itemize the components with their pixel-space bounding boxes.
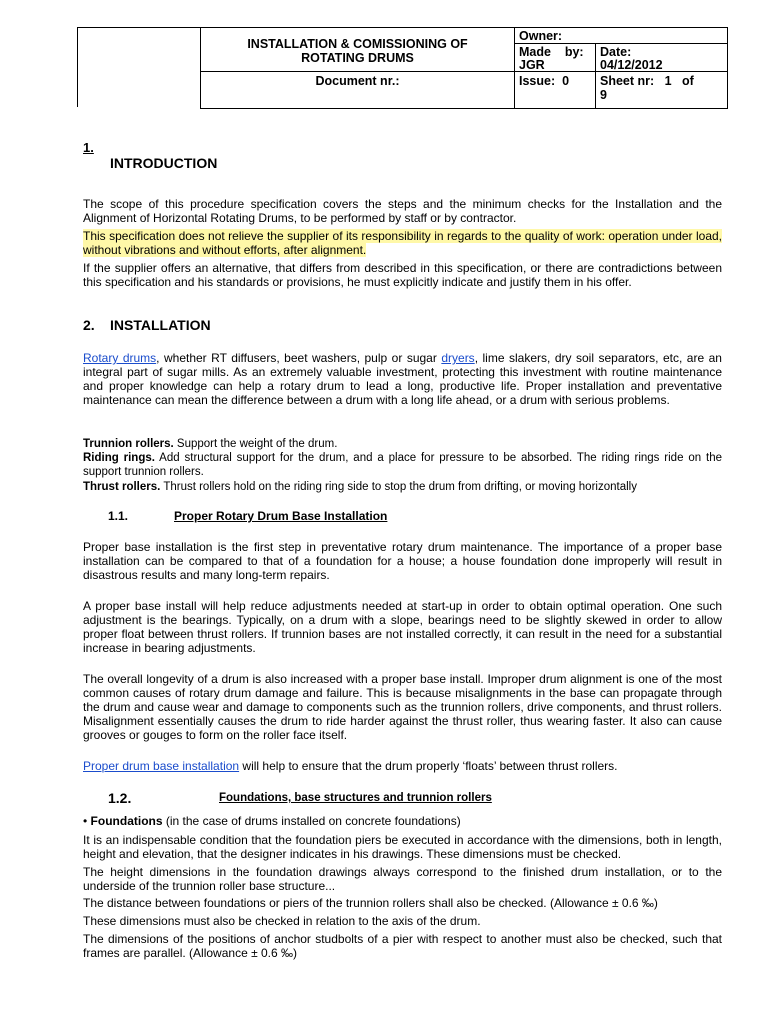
date-label: Date: xyxy=(600,45,632,59)
document-title xyxy=(201,37,514,65)
table-row-divider-owner xyxy=(514,43,728,44)
table-border-top xyxy=(77,27,728,28)
rotary-drums-link[interactable]: Rotary drums xyxy=(83,351,157,365)
installation-text-b: , lime slakers, dry soil separators, etc, are an integral part of sugar mills. As an extremely valuable investment, protecting this investment with routine maintenance and proper knowledge can help a rotary drum to lead a long, productive life. Proper installation and preventative maintenance can mean the difference between a drum with a long life ahead, or a drum with serious problems. xyxy=(83,351,722,407)
issue-label: Issue: 0 xyxy=(519,74,570,88)
section2-number: 2. xyxy=(83,317,95,333)
base-paragraph-3: The overall longevity of a drum is also increased with a proper base install. Improper drum alignment is one of the most common causes of rotary drum damage and failure. This is because misalignments in the base can propagate through the drum and cause wear and damage to components such as the trunnion rollers, drive components, and thrust rollers. Misalignment essentially causes the drum to ride harder against the thrust roller, thus wearing faster. It also can cause grooves or gouges to form on the roller face itself. xyxy=(83,672,722,742)
intro-paragraph-3: If the supplier offers an alternative, that differs from described in this specification, or there are contradictions between this specification and his standards or provisions, he must explicitly indicate and justify them in his offer. xyxy=(83,261,722,289)
riding-rings-label: Riding rings. xyxy=(83,452,155,464)
thrust-rollers-text: Thrust rollers hold on the riding ring side to stop the drum from drifting, or moving horizontally xyxy=(160,481,637,493)
trunnion-rollers-text: Support the weight of the drum. xyxy=(173,438,338,450)
document-nr-label: Document nr.: xyxy=(315,74,400,88)
bullet-icon: • xyxy=(83,814,91,828)
base-paragraph-4-text: will help to ensure that the drum properly ‘floats’ between thrust rollers. xyxy=(239,759,618,773)
sheet-label: Sheet nr: 1 of xyxy=(600,74,694,88)
section2-1-title: Proper Rotary Drum Base Installation xyxy=(174,509,388,523)
foundations-label: Foundations xyxy=(90,814,163,828)
document-title-line2: ROTATING DRUMS xyxy=(301,51,414,65)
section1-number: 1. xyxy=(83,140,94,155)
document-header-table xyxy=(77,27,728,109)
dryers-link[interactable]: dryers xyxy=(441,351,475,365)
thrust-rollers-item xyxy=(83,481,722,495)
table-col-divider-right xyxy=(595,43,596,109)
trunnion-rollers-label: Trunnion rollers. xyxy=(83,438,174,450)
thrust-rollers-label: Thrust rollers. xyxy=(83,481,161,493)
section2-title: INSTALLATION xyxy=(110,317,211,333)
section2-1-number: 1.1. xyxy=(108,509,129,523)
sheet-total: 9 xyxy=(600,88,607,102)
table-border-left xyxy=(77,27,78,107)
installation-paragraph xyxy=(83,351,722,407)
foundations-text: (in the case of drums installed on concrete foundations) xyxy=(162,814,461,828)
foundations-paragraph-5: The dimensions of the positions of anchor studbolts of a pier with respect to another must also be checked, such that frames are parallel. (Allowance ± 0.6 ‰) xyxy=(83,932,722,960)
base-paragraph-1: Proper base installation is the first step in preventative rotary drum maintenance. The importance of a proper base installation can be compared to that of a foundation for a house; a house foundation done improperly will result in disastrous results and many long-term repairs. xyxy=(83,540,722,582)
made-by-value: JGR xyxy=(519,58,545,72)
intro-paragraph-2 xyxy=(83,229,722,257)
date-value: 04/12/2012 xyxy=(600,58,663,72)
highlighted-text: This specification does not relieve the supplier of its responsibility in regards to the quality of work: operation under load, without vibrations and without efforts, after alignment. xyxy=(83,229,722,257)
table-border-right xyxy=(727,27,728,109)
riding-rings-text: Add structural support for the drum, and a place for pressure to be absorbed. The riding rings ride on the support trunnion rollers. xyxy=(83,452,722,478)
foundations-paragraph-4: These dimensions must also be checked in relation to the axis of the drum. xyxy=(83,914,481,928)
section2-2-number: 1.2. xyxy=(108,790,132,806)
section1-title: INTRODUCTION xyxy=(110,155,218,171)
riding-rings-item xyxy=(83,452,722,479)
base-paragraph-4 xyxy=(83,759,722,773)
made-by-label: Made by: xyxy=(519,45,584,59)
section2-2-title: Foundations, base structures and trunnion rollers xyxy=(219,792,492,804)
intro-paragraph-1: The scope of this procedure specification covers the steps and the minimum checks for the Installation and the Alignment of Horizontal Rotating Drums, to be performed by staff or by contractor. xyxy=(83,197,722,225)
proper-drum-base-link[interactable]: Proper drum base installation xyxy=(83,759,240,773)
base-paragraph-2: A proper base install will help reduce adjustments needed at start-up in order to obtain optimal operation. One such adjustment is the bearings. Typically, on a drum with a slope, bearings need to be slightly skewed in order to allow proper float between thrust rollers. If trunnion bases are not installed correctly, it can result in the need for a substantial increase in bearing adjustments. xyxy=(83,599,722,655)
trunnion-rollers-item xyxy=(83,438,722,452)
foundations-paragraph-1: It is an indispensable condition that the foundation piers be executed in accordance with the dimensions, both in length, height and elevation, that the designer indicates in his drawings. These dimensions must be checked. xyxy=(83,833,722,861)
table-border-bottom xyxy=(200,108,728,109)
table-divider-2 xyxy=(514,27,515,109)
table-row-divider-left xyxy=(200,71,514,72)
installation-text-a: , whether RT diffusers, beet washers, pulp or sugar xyxy=(156,351,442,365)
document-title-line1: INSTALLATION & COMISSIONING OF xyxy=(247,37,468,51)
foundations-paragraph-3: The distance between foundations or piers of the trunnion rollers shall also be checked. (Allowance ± 0.6 ‰) xyxy=(83,896,658,910)
foundations-bullet xyxy=(83,814,722,828)
foundations-paragraph-2: The height dimensions in the foundation drawings always correspond to the finished drum installation, or to the underside of the trunnion roller base structure... xyxy=(83,865,722,893)
owner-label: Owner: xyxy=(519,29,563,43)
